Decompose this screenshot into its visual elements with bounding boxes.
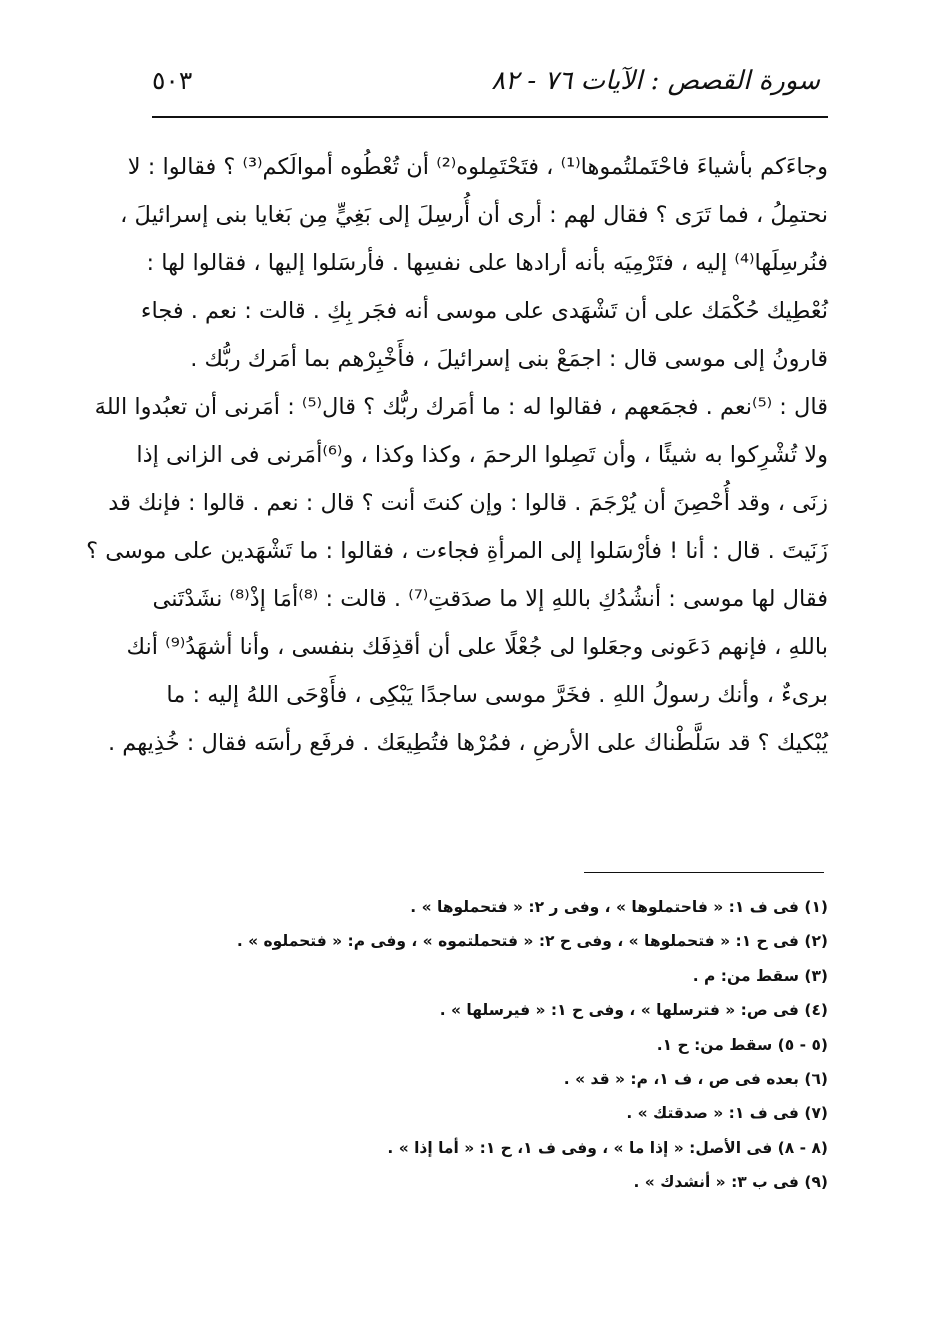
main-text	[86, 143, 828, 767]
footnote-7: (٧) فى ف ١: « صدقتك » .	[626, 1104, 828, 1123]
text-line: قال : ⁽⁵⁾نعم . فجمَعهم ، فقالوا له : ما أمَرك ربُّك ؟ قال⁽⁵⁾ : أمَرنى أن تعبُدوا اللهَ	[94, 394, 828, 420]
footnote-1: (١) فى ف ١: « فاحتملوها » ، وفى ر ٢: « فتحملوها » .	[410, 898, 828, 916]
text-line: فنُرسِلَها⁽⁴⁾ إليه ، فتَرْمِيَه بأنه أرادها على نفسِها . فأرسَلوا إليها ، فقالوا لها :	[146, 250, 828, 276]
text-line: قارونُ إلى موسى قال : اجمَعْ بنى إسرائيلَ ، فأَخْبِرْهم بما أمَرك ربُّك .	[190, 346, 828, 372]
text-line: ولا تُشْرِكوا به شيئًا ، وأن تَصِلوا الرحمَ ، وكذا وكذا ، و⁽⁶⁾أمَرنى فى الزانى إذا	[136, 442, 828, 468]
text-line: نحتمِلُ ، فما تَرَى ؟ فقال لهم : أرى أن أُرسِلَ إلى بَغِيٍّ مِن بَغايا بنى إسرائيلَ ،	[120, 202, 828, 228]
text-line: برىءٌ ، وأنك رسولُ اللهِ . فخَرَّ موسى ساجدًا يَبْكِى ، فأَوْحَى اللهُ إليه : ما	[166, 682, 828, 708]
footnote-3: (٣) سقط من: م .	[692, 966, 828, 985]
chapter-title: سورة القصص : الآيات ٧٦ - ٨٢	[491, 66, 820, 96]
footnote-rule	[584, 872, 824, 873]
footnote-9: (٩) فى ب ٣: « أنشدك » .	[633, 1173, 828, 1192]
page-number: ٥٠٣	[152, 66, 193, 95]
header-rule	[152, 116, 828, 118]
running-header	[150, 60, 828, 106]
footnote-6: (٦) بعده فى ص ، ف ١، م: « قد » .	[563, 1069, 828, 1088]
footnote-4: (٤) فى ص: « فترسلها » ، وفى ح ١: « فيرسلها » .	[439, 1001, 828, 1020]
text-line: زنَى ، وقد أُحْصِنَ أن يُرْجَمَ . قالوا : وإن كنتَ أنت ؟ قال : نعم . قالوا : فإنك قد	[108, 490, 828, 516]
text-line: وجاءَكم بأشياءَ فاحْتَملتُموها⁽¹⁾ ، فتَحْتَمِلوه⁽²⁾ أن تُعْطُوه أموالَكم⁽³⁾ ؟ فقالوا : لا	[127, 154, 828, 180]
text-line: فقال لها موسى : أنشُدُكِ باللهِ إلا ما صدَقتِ⁽⁷⁾ . قالت : ⁽⁸⁾أمَا إذْ⁽⁸⁾ نشَدْتَنى	[152, 586, 828, 612]
text-line: زَنَيتَ . قال : أنا ! فأرْسَلوا إلى المرأةِ فجاءت ، فقالوا : ما تَشْهَدين على موسى ؟	[86, 538, 828, 564]
text-line: نُعْطِيك حُكْمَك على أن تَشْهَدى على موسى أنه فجَر بِكِ . قالت : نعم . فجاء	[140, 298, 828, 324]
text-line: يُبْكيك ؟ قد سَلَّطْناك على الأرضِ ، فمُرْها فتُطِيعَك . فرفَع رأسَه فقال : خُذِيهم .	[108, 730, 828, 756]
footnotes	[236, 890, 828, 1200]
footnote-5: (٥ - ٥) سقط من: ح ١.	[656, 1035, 828, 1054]
footnote-2: (٢) فى ح ١: « فتحملوها » ، وفى ح ٢: « فتحملتموه » ، وفى م: « فتحملوه » .	[236, 932, 828, 951]
text-line: باللهِ ، فإنهم دَعَونى وجعَلوا لى جُعْلًا على أن أقذِفَك بنفسى ، وأنا أشهَدُ⁽⁹⁾ أنك	[126, 634, 828, 660]
footnote-8: (٨ - ٨) فى الأصل: « إذا ما » ، وفى ف ١، ح ١: « أما إذا » .	[387, 1138, 828, 1157]
